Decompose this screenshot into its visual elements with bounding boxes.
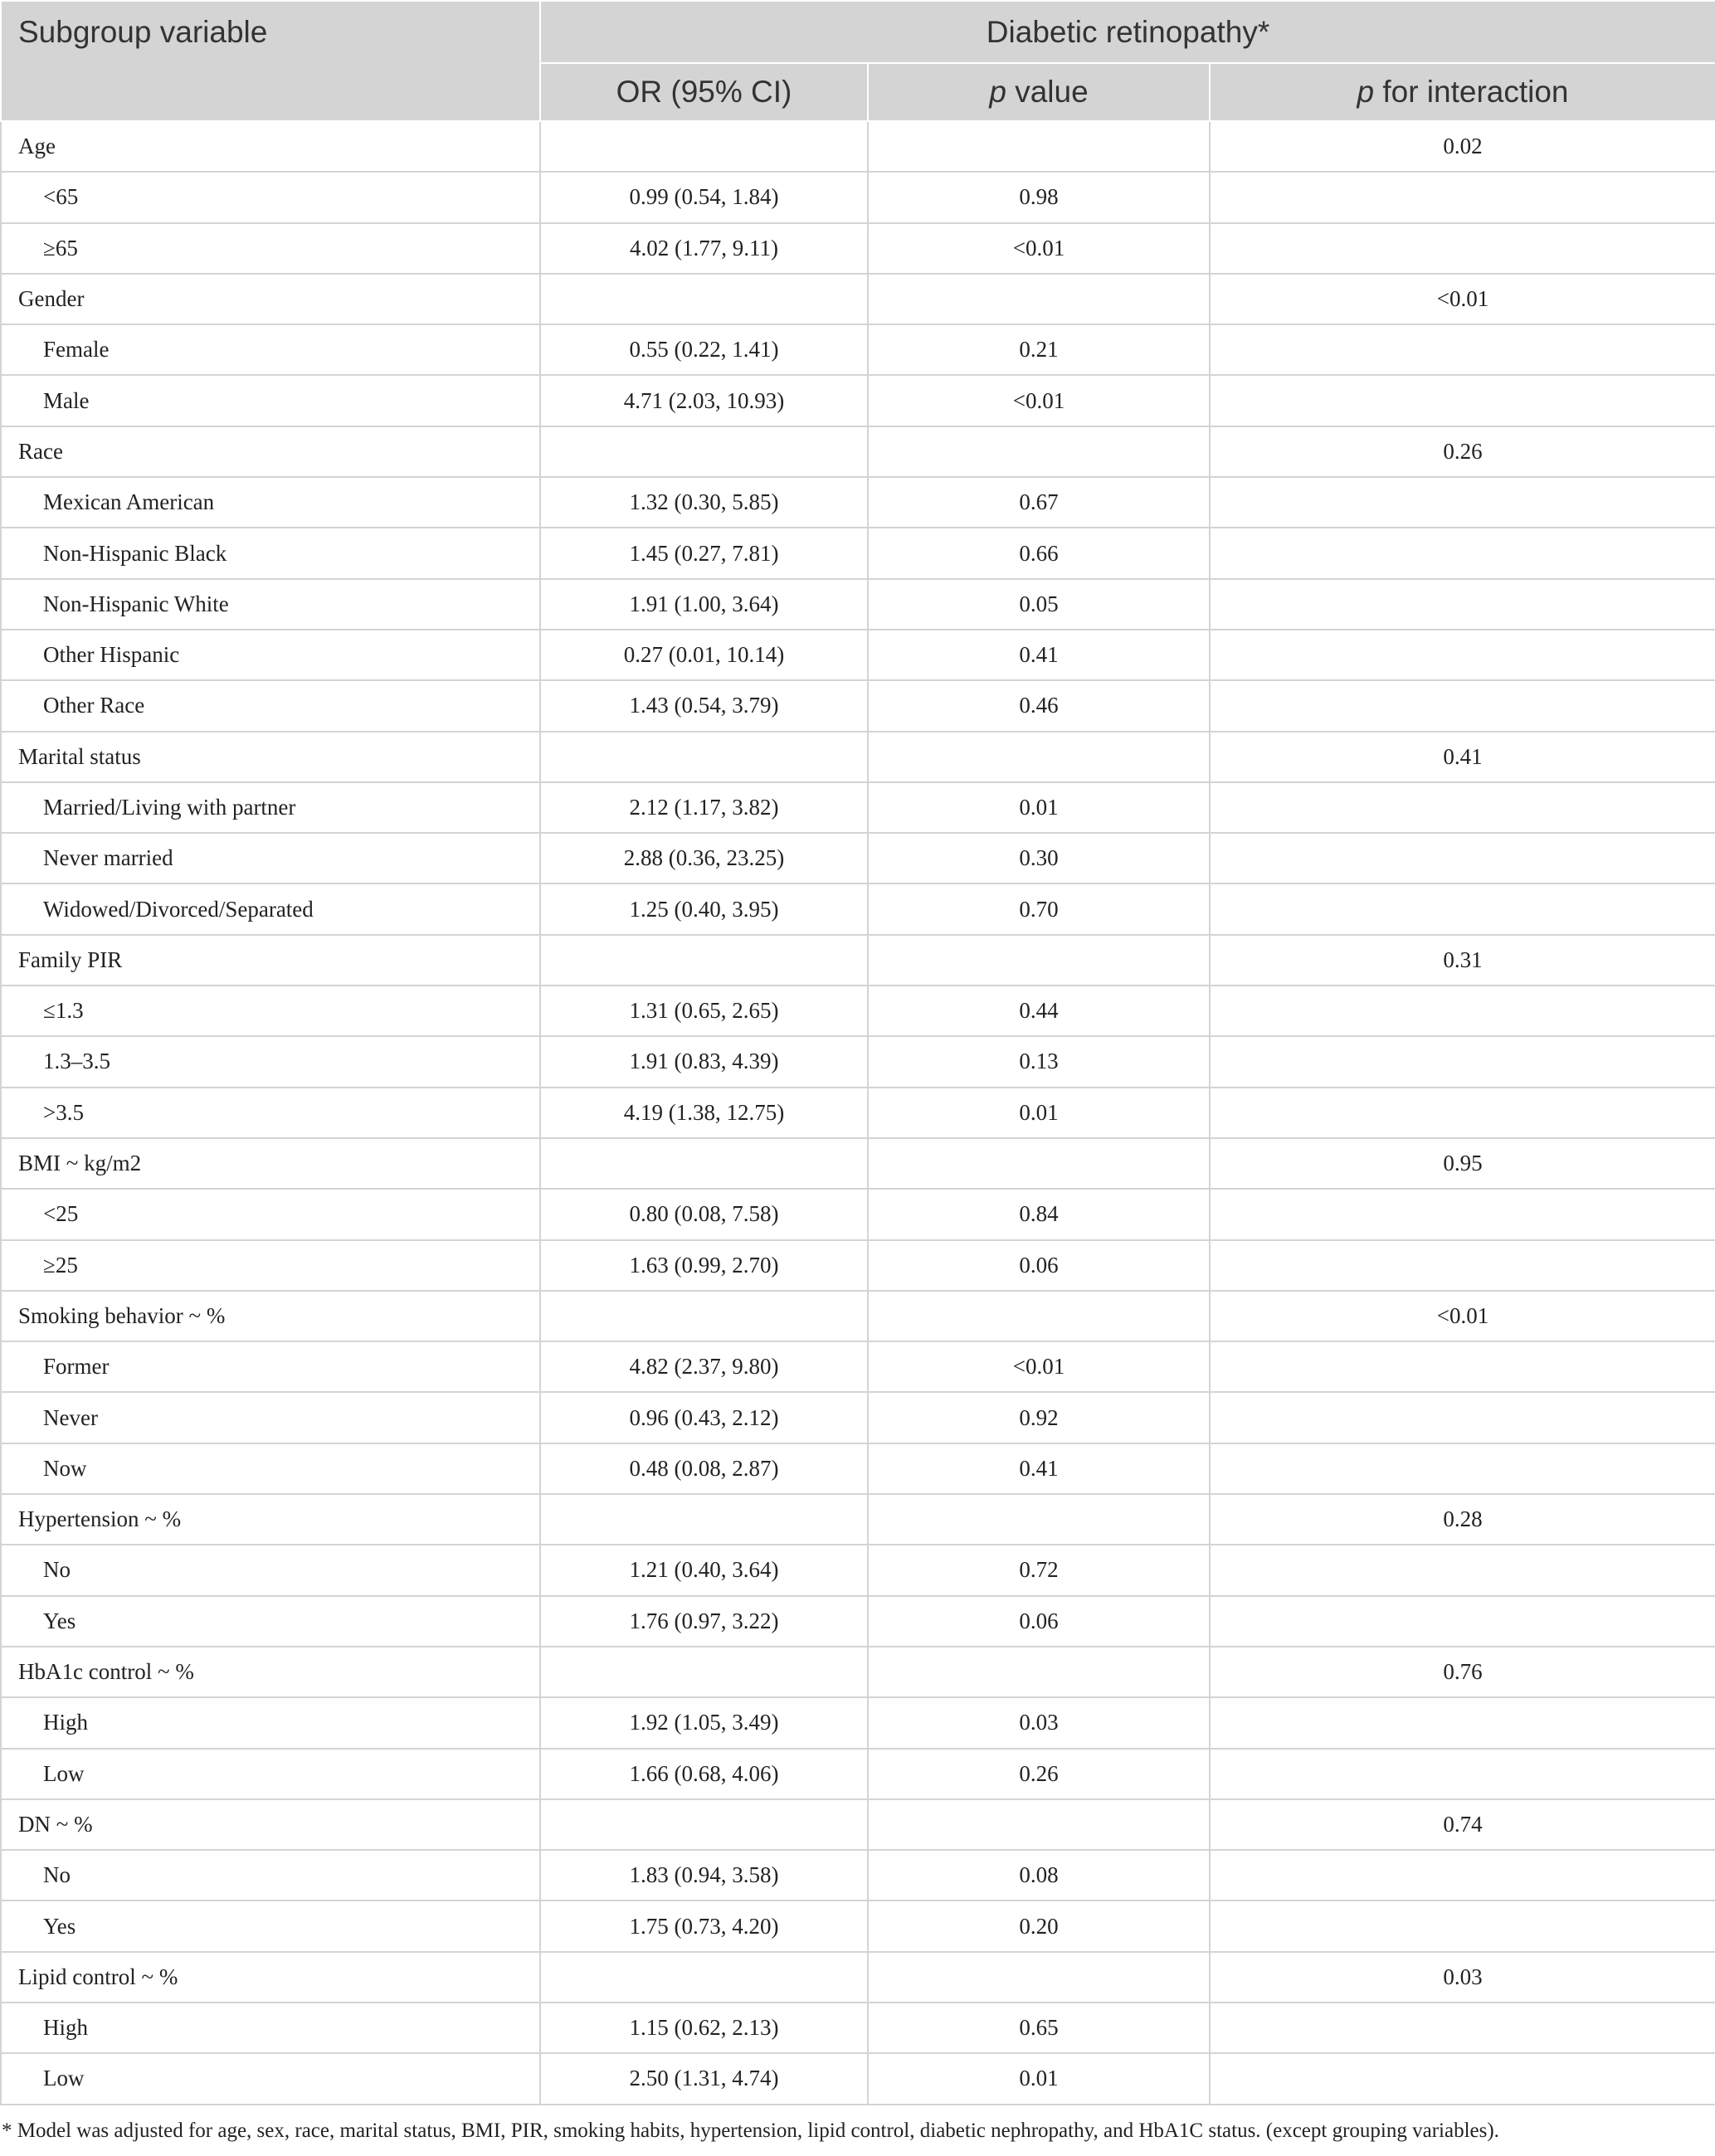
row-or-ci: 1.45 (0.27, 7.81): [540, 528, 868, 578]
row-or-ci: [540, 1647, 868, 1697]
row-p-interaction: [1210, 833, 1715, 883]
row-label: Never married: [1, 833, 540, 883]
row-label: Gender: [1, 274, 540, 324]
row-or-ci: 4.71 (2.03, 10.93): [540, 375, 868, 426]
table-row: [1, 1036, 1715, 1087]
table-row: [1, 1088, 1715, 1138]
row-p-interaction: [1210, 172, 1715, 222]
row-p-interaction: [1210, 1036, 1715, 1087]
row-label: Family PIR: [1, 935, 540, 986]
table-row: [1, 324, 1715, 375]
group-row: [1, 1291, 1715, 1341]
row-label: Other Race: [1, 680, 540, 731]
row-label: HbA1c control ~ %: [1, 1647, 540, 1697]
row-p-interaction: [1210, 1189, 1715, 1239]
row-or-ci: [540, 274, 868, 324]
table-row: [1, 1596, 1715, 1647]
row-p-value: 0.06: [868, 1596, 1210, 1647]
row-p-value: 0.05: [868, 579, 1210, 630]
row-label: Lipid control ~ %: [1, 1952, 540, 2003]
row-or-ci: [540, 935, 868, 986]
row-p-interaction: [1210, 528, 1715, 578]
row-or-ci: 1.63 (0.99, 2.70): [540, 1240, 868, 1291]
row-p-value: 0.01: [868, 782, 1210, 833]
table-row: [1, 1443, 1715, 1494]
table-row: [1, 1900, 1715, 1951]
row-p-interaction: <0.01: [1210, 274, 1715, 324]
row-p-interaction: [1210, 2003, 1715, 2053]
row-p-interaction: [1210, 1341, 1715, 1392]
row-or-ci: 1.91 (0.83, 4.39): [540, 1036, 868, 1087]
row-or-ci: 0.96 (0.43, 2.12): [540, 1392, 868, 1443]
row-or-ci: 1.83 (0.94, 3.58): [540, 1850, 868, 1900]
group-row: [1, 274, 1715, 324]
table-row: [1, 477, 1715, 528]
row-or-ci: 4.82 (2.37, 9.80): [540, 1341, 868, 1392]
row-or-ci: 0.48 (0.08, 2.87): [540, 1443, 868, 1494]
row-or-ci: 0.55 (0.22, 1.41): [540, 324, 868, 375]
row-p-value: [868, 426, 1210, 477]
header-p-interaction: [1210, 63, 1715, 121]
row-p-value: 0.01: [868, 1088, 1210, 1138]
table-row: [1, 223, 1715, 274]
row-p-value: 0.92: [868, 1392, 1210, 1443]
row-p-value: 0.44: [868, 986, 1210, 1036]
header-pint-rest: for interaction: [1374, 75, 1569, 109]
table-row: [1, 630, 1715, 680]
row-label: Yes: [1, 1900, 540, 1951]
header-p-rest: value: [1006, 75, 1089, 109]
row-p-value: 0.03: [868, 1697, 1210, 1748]
header-p-value: [868, 63, 1210, 121]
table-row: [1, 172, 1715, 222]
row-p-interaction: 0.74: [1210, 1799, 1715, 1850]
table-row: [1, 375, 1715, 426]
row-or-ci: 1.66 (0.68, 4.06): [540, 1749, 868, 1799]
row-label: Male: [1, 375, 540, 426]
table-row: [1, 1392, 1715, 1443]
table-row: [1, 579, 1715, 630]
row-or-ci: 4.19 (1.38, 12.75): [540, 1088, 868, 1138]
row-p-interaction: 0.28: [1210, 1494, 1715, 1545]
table-row: [1, 782, 1715, 833]
row-p-interaction: [1210, 375, 1715, 426]
row-or-ci: 4.02 (1.77, 9.11): [540, 223, 868, 274]
row-label: Low: [1, 2053, 540, 2104]
row-label: Marital status: [1, 732, 540, 782]
row-label: Former: [1, 1341, 540, 1392]
group-row: [1, 426, 1715, 477]
row-p-value: [868, 732, 1210, 782]
row-p-interaction: [1210, 1697, 1715, 1748]
row-label: Mexican American: [1, 477, 540, 528]
row-label: High: [1, 2003, 540, 2053]
row-p-value: [868, 935, 1210, 986]
row-p-interaction: [1210, 223, 1715, 274]
table-row: [1, 1341, 1715, 1392]
header-diabetic-retinopathy: Diabetic retinopathy*: [540, 1, 1715, 63]
row-label: Smoking behavior ~ %: [1, 1291, 540, 1341]
row-p-interaction: [1210, 782, 1715, 833]
row-or-ci: 1.25 (0.40, 3.95): [540, 883, 868, 934]
row-label: 1.3–3.5: [1, 1036, 540, 1087]
table-row: [1, 883, 1715, 934]
row-or-ci: 0.27 (0.01, 10.14): [540, 630, 868, 680]
row-or-ci: 1.21 (0.40, 3.64): [540, 1545, 868, 1595]
row-label: High: [1, 1697, 540, 1748]
row-or-ci: 0.80 (0.08, 7.58): [540, 1189, 868, 1239]
row-label: Other Hispanic: [1, 630, 540, 680]
row-label: Widowed/Divorced/Separated: [1, 883, 540, 934]
row-p-interaction: [1210, 630, 1715, 680]
row-label: BMI ~ kg/m2: [1, 1138, 540, 1189]
row-or-ci: 2.50 (1.31, 4.74): [540, 2053, 868, 2104]
row-p-value: 0.30: [868, 833, 1210, 883]
table-footnote: * Model was adjusted for age, sex, race, marital status, BMI, PIR, smoking habits, hypertension, lipid control, diabetic nephropathy, and HbA1C status. (except grouping variables).: [2, 2119, 1499, 2142]
row-p-value: <0.01: [868, 375, 1210, 426]
group-row: [1, 1138, 1715, 1189]
row-p-interaction: [1210, 1443, 1715, 1494]
row-label: Race: [1, 426, 540, 477]
row-label: Yes: [1, 1596, 540, 1647]
row-p-interaction: [1210, 1088, 1715, 1138]
row-p-interaction: [1210, 1900, 1715, 1951]
row-or-ci: [540, 1494, 868, 1545]
header-p-italic: p: [989, 75, 1006, 109]
row-label: ≤1.3: [1, 986, 540, 1036]
row-p-interaction: [1210, 579, 1715, 630]
row-p-interaction: [1210, 477, 1715, 528]
row-p-value: 0.41: [868, 630, 1210, 680]
table-row: [1, 833, 1715, 883]
header-subgroup-variable: Subgroup variable: [1, 1, 540, 121]
row-label: ≥25: [1, 1240, 540, 1291]
row-p-value: 0.21: [868, 324, 1210, 375]
row-p-value: 0.66: [868, 528, 1210, 578]
row-p-value: <0.01: [868, 1341, 1210, 1392]
row-p-value: [868, 1647, 1210, 1697]
row-or-ci: [540, 426, 868, 477]
row-p-value: [868, 121, 1210, 172]
row-p-interaction: [1210, 883, 1715, 934]
row-p-interaction: 0.76: [1210, 1647, 1715, 1697]
row-p-value: [868, 1291, 1210, 1341]
row-p-value: 0.98: [868, 172, 1210, 222]
row-label: Non-Hispanic White: [1, 579, 540, 630]
row-p-value: 0.67: [868, 477, 1210, 528]
table-row: [1, 680, 1715, 731]
row-label: Non-Hispanic Black: [1, 528, 540, 578]
row-p-interaction: 0.03: [1210, 1952, 1715, 2003]
row-p-value: [868, 1952, 1210, 2003]
row-or-ci: [540, 1952, 868, 2003]
row-label: ≥65: [1, 223, 540, 274]
row-or-ci: 1.75 (0.73, 4.20): [540, 1900, 868, 1951]
row-p-interaction: 0.02: [1210, 121, 1715, 172]
row-label: <25: [1, 1189, 540, 1239]
row-or-ci: 1.31 (0.65, 2.65): [540, 986, 868, 1036]
row-label: DN ~ %: [1, 1799, 540, 1850]
row-p-value: 0.84: [868, 1189, 1210, 1239]
row-p-value: 0.26: [868, 1749, 1210, 1799]
row-p-value: 0.06: [868, 1240, 1210, 1291]
row-p-interaction: 0.95: [1210, 1138, 1715, 1189]
row-label: No: [1, 1545, 540, 1595]
table-row: [1, 1240, 1715, 1291]
row-p-interaction: 0.31: [1210, 935, 1715, 986]
row-p-value: [868, 274, 1210, 324]
row-p-interaction: [1210, 1596, 1715, 1647]
row-or-ci: [540, 121, 868, 172]
row-p-value: [868, 1494, 1210, 1545]
row-p-interaction: 0.41: [1210, 732, 1715, 782]
row-label: Married/Living with partner: [1, 782, 540, 833]
row-or-ci: 1.91 (1.00, 3.64): [540, 579, 868, 630]
row-p-interaction: [1210, 1749, 1715, 1799]
row-p-interaction: [1210, 1392, 1715, 1443]
row-p-value: 0.01: [868, 2053, 1210, 2104]
row-label: No: [1, 1850, 540, 1900]
row-p-value: <0.01: [868, 223, 1210, 274]
table-row: [1, 1697, 1715, 1748]
row-p-value: 0.65: [868, 2003, 1210, 2053]
table-row: [1, 1749, 1715, 1799]
row-label: Now: [1, 1443, 540, 1494]
group-row: [1, 732, 1715, 782]
row-or-ci: [540, 1291, 868, 1341]
table-row: [1, 1545, 1715, 1595]
group-row: [1, 935, 1715, 986]
row-or-ci: 1.92 (1.05, 3.49): [540, 1697, 868, 1748]
group-row: [1, 121, 1715, 172]
table-row: [1, 2003, 1715, 2053]
row-or-ci: 1.76 (0.97, 3.22): [540, 1596, 868, 1647]
row-p-interaction: [1210, 986, 1715, 1036]
row-or-ci: 2.12 (1.17, 3.82): [540, 782, 868, 833]
row-or-ci: 1.15 (0.62, 2.13): [540, 2003, 868, 2053]
table-row: [1, 2053, 1715, 2104]
row-label: >3.5: [1, 1088, 540, 1138]
row-p-value: [868, 1799, 1210, 1850]
row-label: Female: [1, 324, 540, 375]
table-row: [1, 1850, 1715, 1900]
row-p-interaction: [1210, 1850, 1715, 1900]
table-body: [1, 121, 1715, 2105]
header-pint-italic: p: [1357, 75, 1375, 109]
row-p-value: 0.72: [868, 1545, 1210, 1595]
row-p-value: 0.41: [868, 1443, 1210, 1494]
row-label: Age: [1, 121, 540, 172]
table-row: [1, 986, 1715, 1036]
group-row: [1, 1952, 1715, 2003]
row-or-ci: [540, 1799, 868, 1850]
row-or-ci: [540, 1138, 868, 1189]
table-row: [1, 528, 1715, 578]
row-p-value: 0.70: [868, 883, 1210, 934]
row-p-value: 0.13: [868, 1036, 1210, 1087]
row-p-interaction: 0.26: [1210, 426, 1715, 477]
row-or-ci: 1.32 (0.30, 5.85): [540, 477, 868, 528]
row-or-ci: 0.99 (0.54, 1.84): [540, 172, 868, 222]
group-row: [1, 1494, 1715, 1545]
row-or-ci: [540, 732, 868, 782]
table-header: [1, 1, 1715, 121]
row-label: Never: [1, 1392, 540, 1443]
row-label: Hypertension ~ %: [1, 1494, 540, 1545]
group-row: [1, 1647, 1715, 1697]
header-or-ci: OR (95% CI): [540, 63, 868, 121]
row-p-value: [868, 1138, 1210, 1189]
row-label: Low: [1, 1749, 540, 1799]
row-or-ci: 1.43 (0.54, 3.79): [540, 680, 868, 731]
row-or-ci: 2.88 (0.36, 23.25): [540, 833, 868, 883]
row-p-value: 0.46: [868, 680, 1210, 731]
row-p-interaction: [1210, 324, 1715, 375]
row-p-interaction: [1210, 1240, 1715, 1291]
row-p-value: 0.20: [868, 1900, 1210, 1951]
row-p-interaction: <0.01: [1210, 1291, 1715, 1341]
table-row: [1, 1189, 1715, 1239]
row-p-interaction: [1210, 2053, 1715, 2104]
row-p-interaction: [1210, 680, 1715, 731]
row-label: <65: [1, 172, 540, 222]
group-row: [1, 1799, 1715, 1850]
row-p-interaction: [1210, 1545, 1715, 1595]
row-p-value: 0.08: [868, 1850, 1210, 1900]
